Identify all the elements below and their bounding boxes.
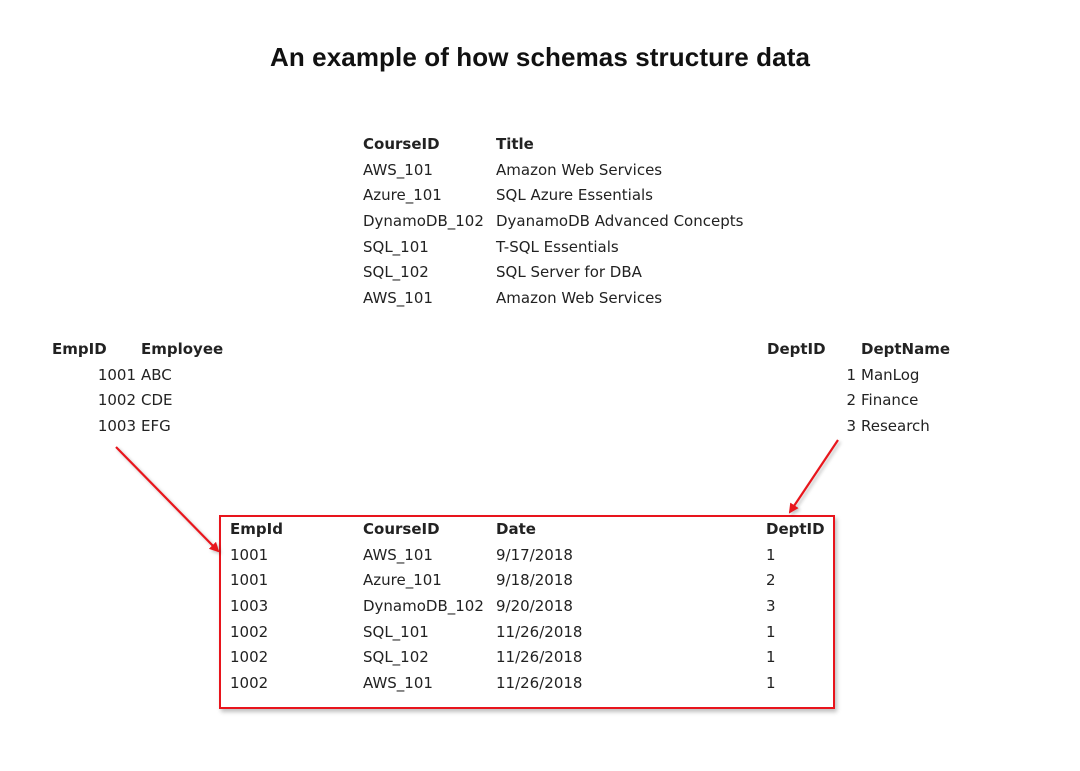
course-id: SQL_102 xyxy=(363,648,429,667)
table-row xyxy=(767,414,987,440)
employee-id: 1002 xyxy=(97,391,136,410)
enrollment-header-row xyxy=(230,517,830,543)
dept-id: 1 xyxy=(766,622,776,641)
dept-id: 3 xyxy=(766,597,776,616)
table-row xyxy=(363,235,763,261)
table-row xyxy=(363,260,763,286)
column-header-title: Title xyxy=(496,135,534,153)
course-id: DynamoDB_102 xyxy=(363,597,484,616)
course-id: SQL_101 xyxy=(363,622,429,641)
emp-id: 1001 xyxy=(230,571,269,590)
column-header-empid: EmpID xyxy=(52,340,107,358)
dept-id: 1 xyxy=(766,674,776,693)
dept-id: 1 xyxy=(766,545,776,564)
course-id: AWS_101 xyxy=(363,289,433,308)
column-header-employee: Employee xyxy=(141,340,224,358)
course-title: SQL Azure Essentials xyxy=(496,186,653,205)
department-id: 2 xyxy=(846,391,856,410)
column-header-deptid: DeptID xyxy=(767,340,826,358)
column-header-courseid: CourseID xyxy=(363,135,440,153)
table-row xyxy=(230,568,830,594)
date: 9/20/2018 xyxy=(496,597,573,616)
column-header-deptname: DeptName xyxy=(861,340,951,358)
table-row xyxy=(230,645,830,671)
courses-header-row xyxy=(363,132,763,158)
dept-id: 1 xyxy=(766,648,776,667)
course-title: T-SQL Essentials xyxy=(496,237,619,256)
course-id: DynamoDB_102 xyxy=(363,212,484,231)
date: 11/26/2018 xyxy=(496,622,583,641)
table-row xyxy=(767,363,987,389)
employee-name: EFG xyxy=(141,417,171,436)
date: 11/26/2018 xyxy=(496,648,583,667)
employees-header-row xyxy=(52,337,252,363)
table-row xyxy=(230,620,830,646)
column-header-courseid: CourseID xyxy=(363,520,440,538)
employee-name: ABC xyxy=(141,365,172,384)
course-id: AWS_101 xyxy=(363,545,433,564)
course-title: Amazon Web Services xyxy=(496,289,663,308)
course-id: AWS_101 xyxy=(363,160,433,179)
enrollment-table xyxy=(230,517,830,697)
course-id: AWS_101 xyxy=(363,674,433,693)
table-row xyxy=(52,363,252,389)
column-header-deptid: DeptID xyxy=(766,520,825,538)
employees-table xyxy=(52,337,252,440)
course-title: Amazon Web Services xyxy=(496,160,663,179)
emp-id: 1001 xyxy=(230,545,269,564)
date: 11/26/2018 xyxy=(496,674,583,693)
course-title: DyanamoDB Advanced Concepts xyxy=(496,212,744,231)
course-id: Azure_101 xyxy=(363,571,442,590)
department-name: Research xyxy=(861,417,930,436)
courses-table xyxy=(363,132,763,312)
table-row xyxy=(363,209,763,235)
employee-name: CDE xyxy=(141,391,173,410)
course-id: SQL_102 xyxy=(363,263,429,282)
table-row xyxy=(230,671,830,697)
table-row xyxy=(363,286,763,312)
emp-id: 1002 xyxy=(230,648,269,667)
column-header-date: Date xyxy=(496,520,536,538)
arrow-departments-to-enrollment xyxy=(790,440,838,512)
dept-id: 2 xyxy=(766,571,776,590)
departments-table xyxy=(767,337,987,440)
table-row xyxy=(52,414,252,440)
emp-id: 1002 xyxy=(230,674,269,693)
department-name: ManLog xyxy=(861,365,920,384)
emp-id: 1002 xyxy=(230,622,269,641)
emp-id: 1003 xyxy=(230,597,269,616)
arrow-employees-to-enrollment xyxy=(116,447,218,551)
table-row xyxy=(230,594,830,620)
table-row xyxy=(363,183,763,209)
employee-id: 1003 xyxy=(97,417,136,436)
department-id: 1 xyxy=(846,365,856,384)
department-id: 3 xyxy=(846,417,856,436)
department-name: Finance xyxy=(861,391,919,410)
course-title: SQL Server for DBA xyxy=(496,263,642,282)
date: 9/18/2018 xyxy=(496,571,573,590)
diagram-title: An example of how schemas structure data xyxy=(269,42,811,72)
employee-id: 1001 xyxy=(97,365,136,384)
table-row xyxy=(767,388,987,414)
departments-header-row xyxy=(767,337,987,363)
date: 9/17/2018 xyxy=(496,545,573,564)
course-id: SQL_101 xyxy=(363,237,429,256)
table-row xyxy=(363,158,763,184)
table-row xyxy=(52,388,252,414)
table-row xyxy=(230,543,830,569)
column-header-empid: EmpId xyxy=(230,520,283,538)
course-id: Azure_101 xyxy=(363,186,442,205)
